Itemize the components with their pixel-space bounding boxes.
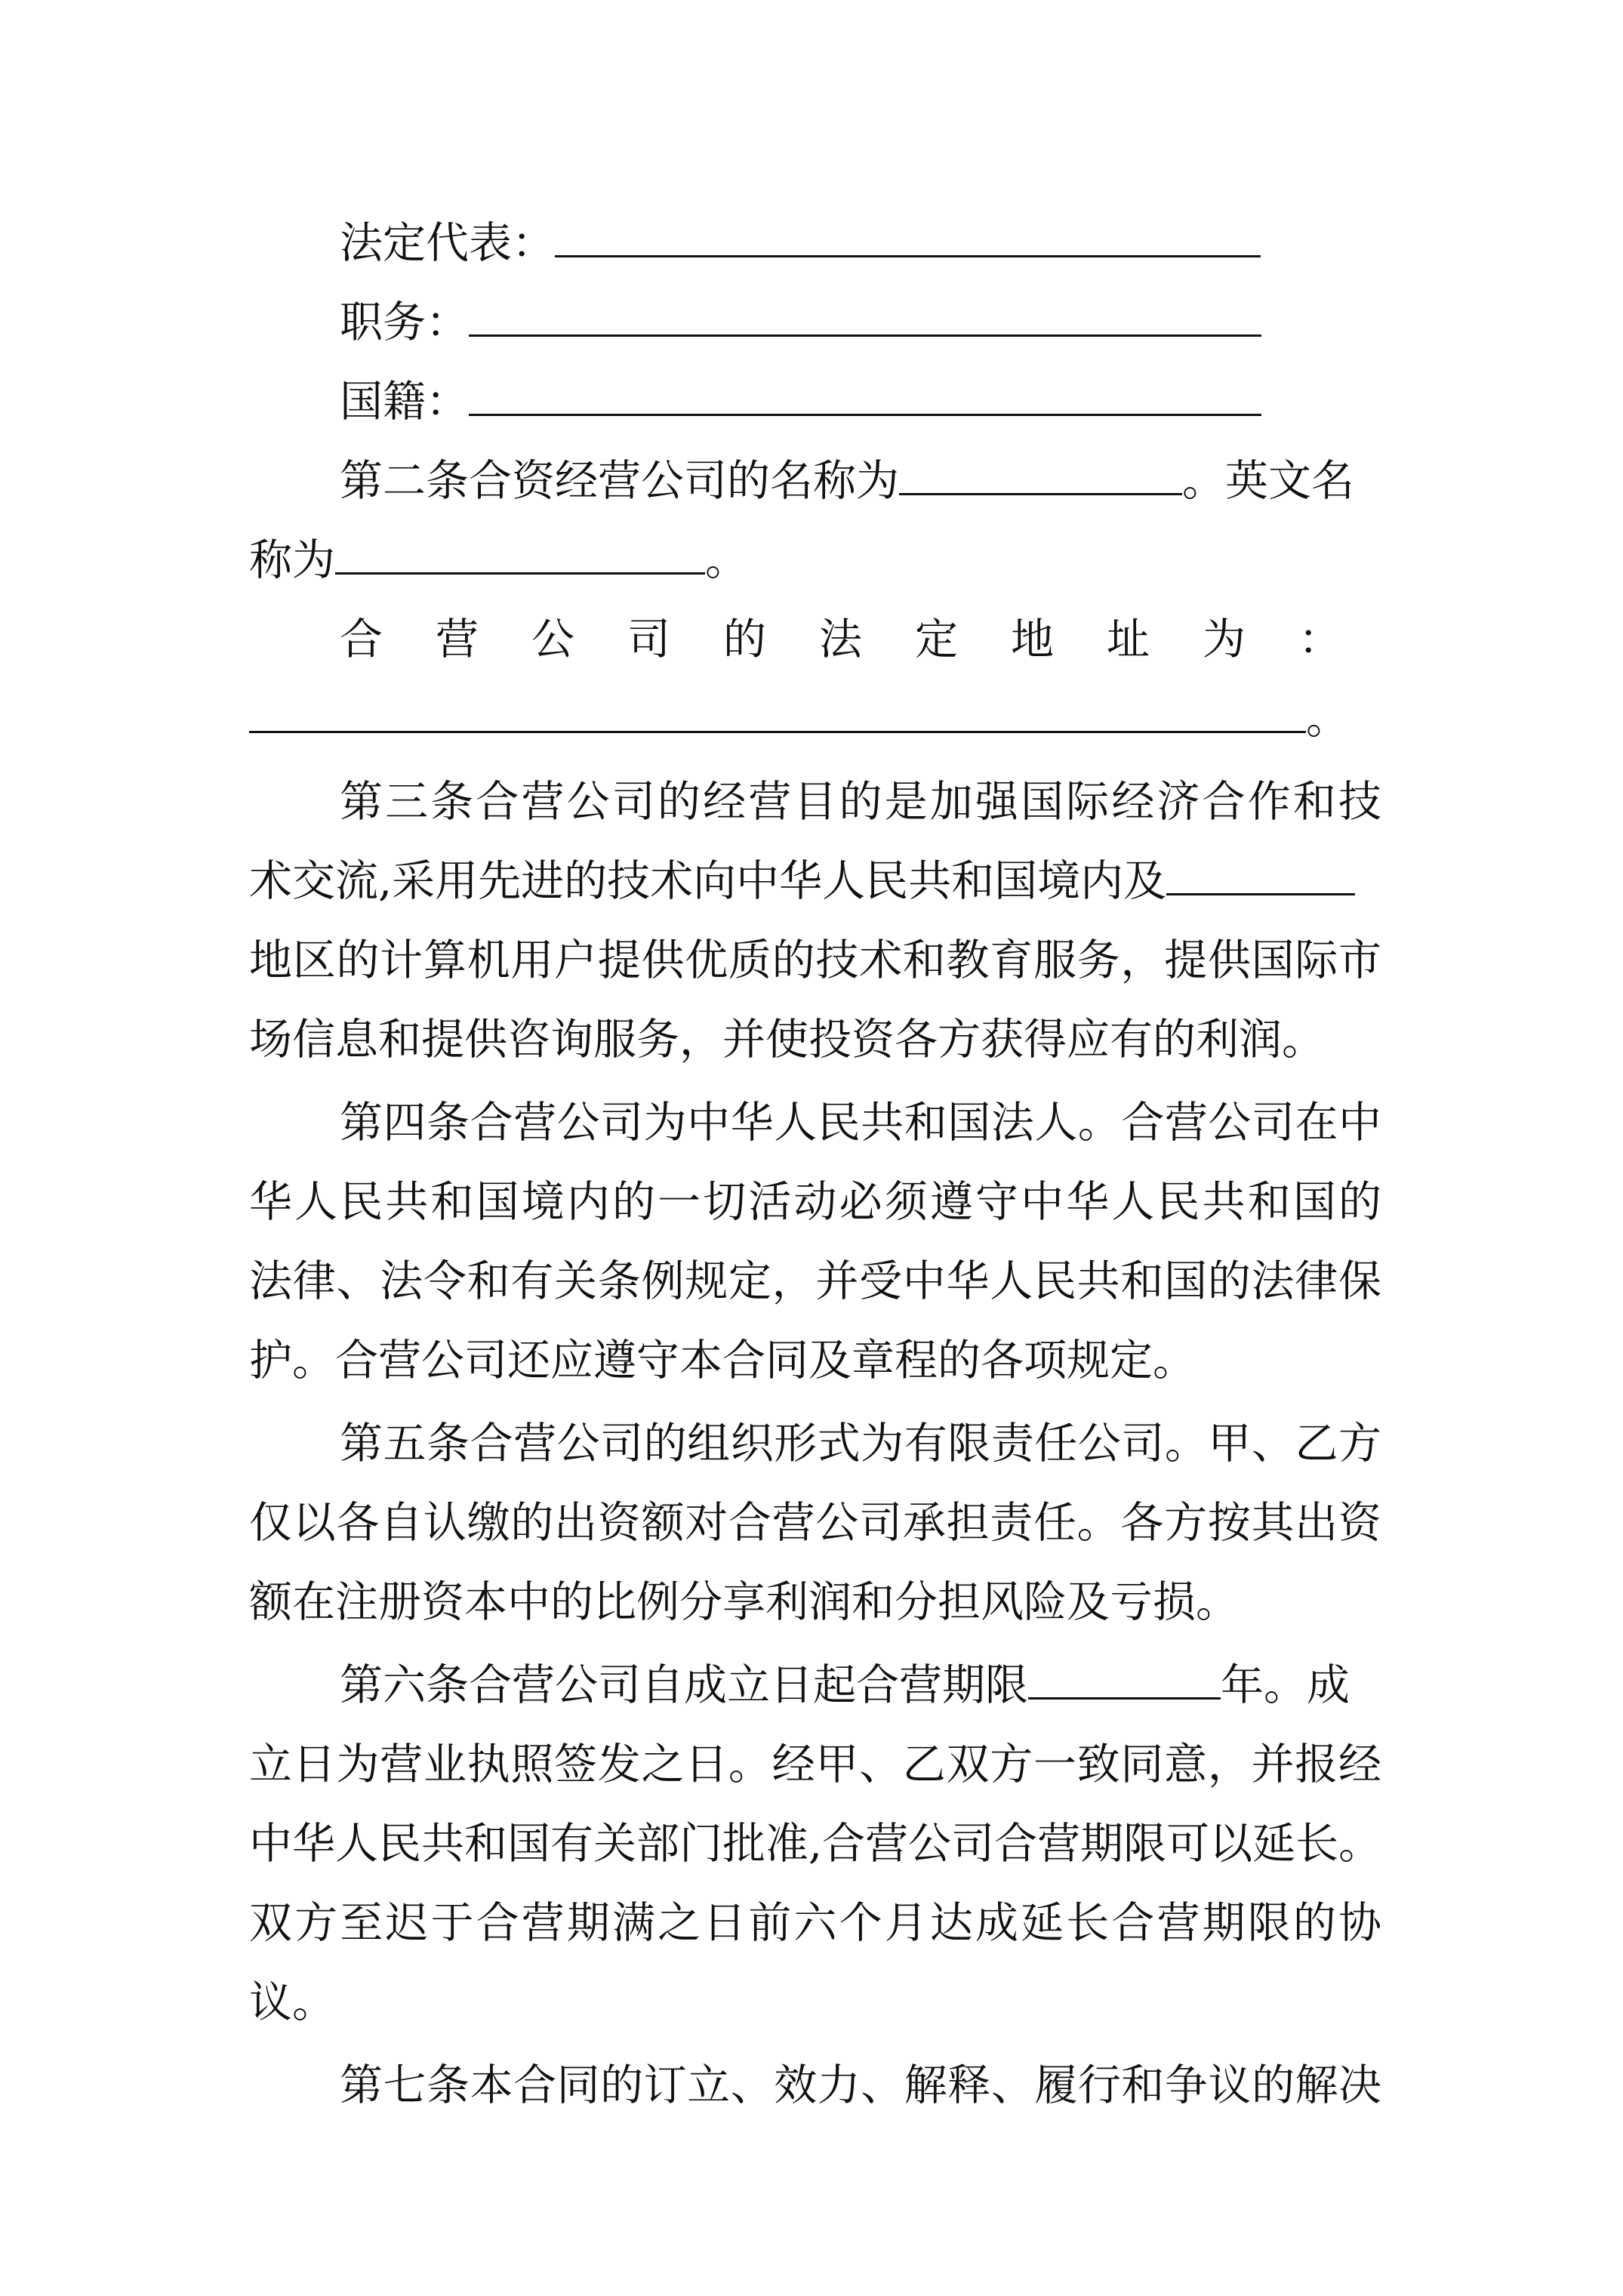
article-2-text-b: 。英文名 — [1182, 456, 1354, 506]
company-name-blank[interactable] — [899, 443, 1182, 495]
article-6-text-b: 年。成 — [1221, 1660, 1350, 1710]
position-blank[interactable] — [469, 285, 1261, 337]
article-5-line-1: 第五条合营公司的组织形式为有限责任公司。甲、乙方 — [340, 1419, 1381, 1469]
article-2-line-1 — [340, 442, 1381, 520]
article-5-line-2: 仅以各自认缴的出资额对合营公司承担责任。各方按其出资 — [249, 1498, 1381, 1548]
position-line — [340, 283, 1381, 362]
article-6-line-5: 议。 — [249, 1977, 335, 2027]
article-3-line-4: 场信息和提供咨询服务，并使投资各方获得应有的利润。 — [249, 1015, 1325, 1065]
article-2-line-2 — [249, 521, 1381, 599]
article-6-line-2: 立日为营业执照签发之日。经甲、乙双方一致同意，并报经 — [249, 1740, 1381, 1789]
legal-address-blank[interactable] — [249, 681, 1306, 733]
legal-representative-line — [340, 204, 1381, 282]
english-name-label: 称为 — [249, 535, 335, 585]
english-name-end: 。 — [705, 535, 748, 585]
article-6-line-1 — [340, 1646, 1381, 1724]
article-7-line-1: 第七条本合同的订立、效力、解释、履行和争议的解决 — [340, 2060, 1381, 2110]
nationality-line — [340, 362, 1381, 441]
nationality-blank[interactable] — [469, 364, 1261, 416]
article-6-text-a: 第六条合营公司自成立日起合营期限 — [340, 1660, 1028, 1710]
article-3-line-3: 地区的计算机用户提供优质的技术和教育服务，提供国际市 — [249, 935, 1381, 985]
position-label: 职务： — [340, 297, 469, 347]
article-6-line-4: 双方至迟于合营期满之日前六个月达成延长合营期限的协 — [249, 1898, 1381, 1948]
article-4-line-2: 华人民共和国境内的一切活动必须遵守中华人民共和国的 — [249, 1177, 1381, 1227]
article-4-line-3: 法律、法令和有关条例规定，并受中华人民共和国的法律保 — [249, 1256, 1381, 1306]
article-2-text-a: 第二条合资经营公司的名称为 — [340, 456, 899, 506]
legal-representative-label: 法定代表： — [340, 218, 555, 268]
legal-address-line: 合营公司的法定地址为： — [340, 615, 1394, 664]
legal-representative-blank[interactable] — [555, 205, 1261, 257]
english-name-blank[interactable] — [335, 522, 705, 575]
term-years-blank[interactable] — [1028, 1647, 1221, 1700]
region-blank[interactable] — [1166, 843, 1355, 895]
article-4-line-4: 护。合营公司还应遵守本合同及章程的各项规定。 — [249, 1336, 1196, 1385]
article-6-line-3: 中华人民共和国有关部门批准,合营公司合营期限可以延长。 — [249, 1819, 1382, 1869]
nationality-label: 国籍： — [340, 377, 469, 427]
article-3-line-1: 第三条合营公司的经营目的是加强国际经济合作和技 — [340, 777, 1381, 827]
article-5-line-3: 额在注册资本中的比例分享利润和分担风险及亏损。 — [249, 1577, 1239, 1627]
legal-address-blank-line — [249, 680, 1381, 758]
article-3-line-2 — [249, 842, 1381, 920]
legal-address-end: 。 — [1306, 694, 1349, 744]
article-4-line-1: 第四条合营公司为中华人民共和国法人。合营公司在中 — [340, 1098, 1381, 1148]
article-3-text: 术交流,采用先进的技术向中华人民共和国境内及 — [249, 856, 1167, 906]
